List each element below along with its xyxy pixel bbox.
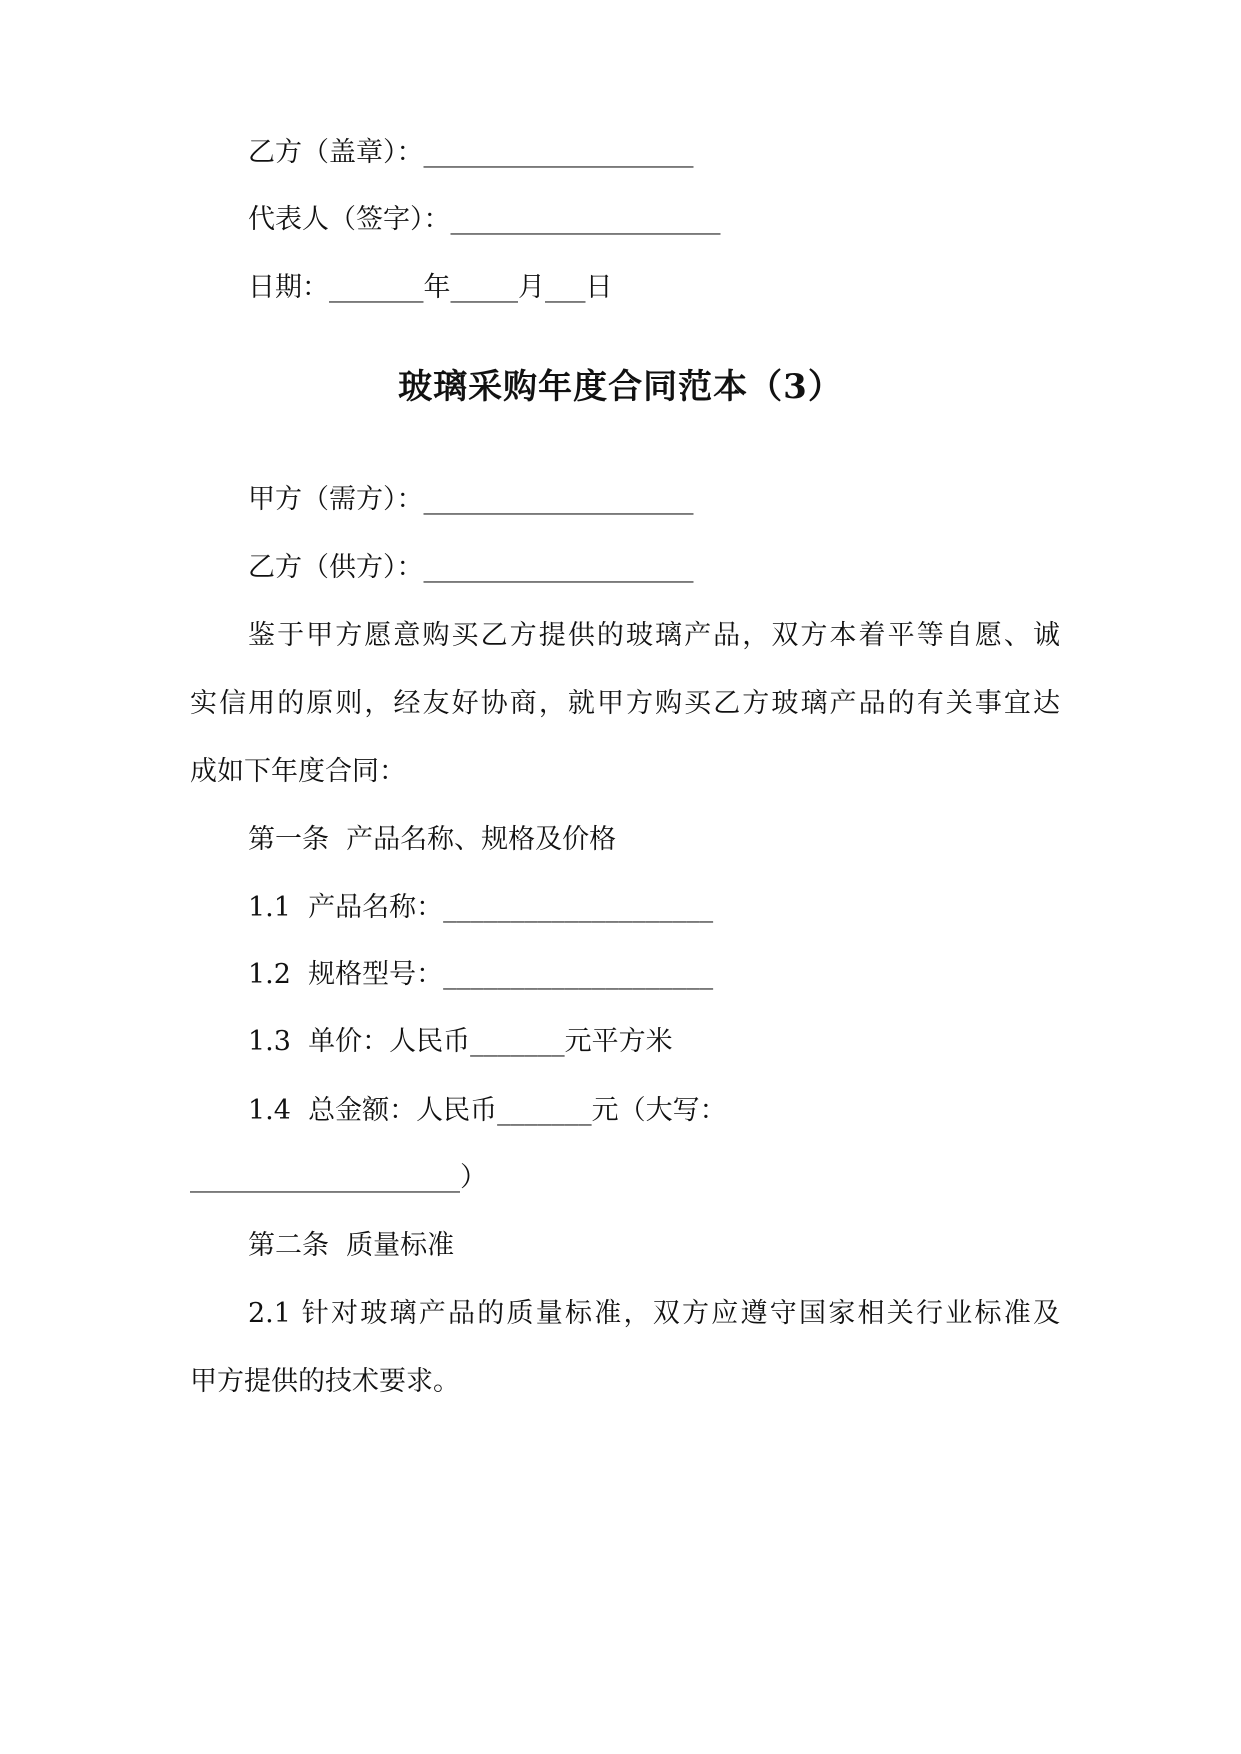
item-1-1: 1.1 产品名称：____________________: [248, 892, 714, 923]
item-1-3: 1.3 单价：人民币_______元平方米: [248, 1026, 673, 1057]
item-1-4-line-1: 1.4 总金额：人民币_______元（大写：: [248, 1095, 727, 1126]
representative-sign-line: 代表人（签字）：____________________: [248, 204, 721, 235]
preamble-line-2: 实信用的原则，经友好协商，就甲方购买乙方玻璃产品的有关事宜达: [190, 688, 1060, 719]
article-1-heading: 第一条 产品名称、规格及价格: [248, 824, 617, 855]
item-2-1-line-1: 2.1 针对玻璃产品的质量标准，双方应遵守国家相关行业标准及: [248, 1298, 1060, 1329]
article-2-heading: 第二条 质量标准: [248, 1230, 455, 1261]
item-2-1-line-2: 甲方提供的技术要求。: [190, 1366, 460, 1397]
item-1-2: 1.2 规格型号：____________________: [248, 959, 714, 990]
date-line: 日期：_______年_____月___日: [248, 272, 613, 303]
item-1-4-line-2: ____________________）: [190, 1162, 487, 1193]
party-b-line: 乙方（供方）：____________________: [248, 552, 694, 583]
party-b-seal-line: 乙方（盖章）：____________________: [248, 137, 694, 168]
party-a-line: 甲方（需方）：____________________: [248, 484, 694, 515]
preamble-line-3: 成如下年度合同：: [190, 756, 406, 787]
contract-title: 玻璃采购年度合同范本（3）: [398, 367, 843, 407]
preamble-line-1: 鉴于甲方愿意购买乙方提供的玻璃产品，双方本着平等自愿、诚: [248, 620, 1060, 651]
